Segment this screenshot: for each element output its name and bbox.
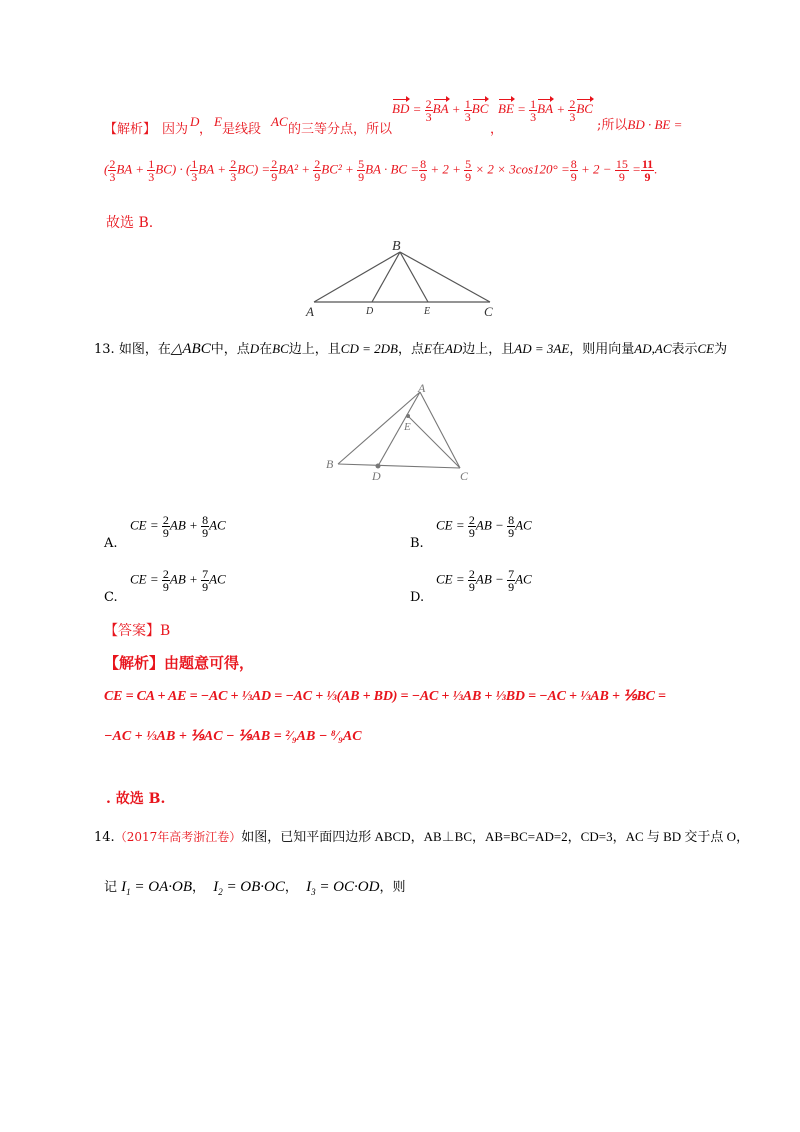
label-e: E (424, 306, 431, 317)
vec-be: BE (498, 101, 514, 117)
label-e: E (404, 421, 411, 433)
conclusion-13: . 故选 B. (106, 791, 166, 807)
i3-term: $I_3 = OC\cdot OD$ (306, 879, 380, 897)
answer-value: B (160, 623, 171, 639)
segment-ad-line (378, 392, 420, 466)
segment-bc-line (338, 464, 460, 468)
sep: ， (199, 122, 213, 137)
question-number: 13. (94, 342, 115, 357)
answer-tag: 【答案】 (104, 623, 160, 639)
analysis-tag: 【解析】 (104, 122, 157, 137)
label-d: D (366, 306, 374, 317)
label-a: A (418, 382, 426, 395)
vector-be-formula: BE = $\frac{1}{3}$ BA + $\frac{2}{3}$ BC (498, 97, 593, 124)
vec-bd: BD (392, 101, 410, 117)
comma: ， (490, 122, 504, 137)
answer-13 (104, 620, 170, 640)
segment-ab-line (314, 252, 400, 302)
point-e-dot (406, 414, 410, 418)
question-14: 14.（2017年高考浙江卷）如图，已知平面四边形 ABCD，AB⊥BC，AB=BC=AD=2，CD=3，AC 与 BD 交于点 O， (94, 829, 750, 845)
segment-ec-line (408, 416, 460, 468)
label-c: C (484, 304, 493, 318)
triangle-abc: △ABC (170, 341, 211, 357)
i1-term: $I_1 = OA\cdot OB$ (121, 879, 193, 897)
analysis-text-b: 是线段 (222, 122, 262, 137)
analysis-13-head: 【解析】由题意可得， (104, 654, 255, 672)
label-b: B (392, 239, 401, 254)
analysis-text-c: 的三等分点，所以 (288, 122, 393, 137)
analysis-text-a: 因为 (162, 122, 189, 137)
label-d: D (372, 469, 381, 483)
point-d-dot (376, 464, 381, 469)
label-b: B (326, 457, 334, 471)
triangle-figure-2 (318, 382, 488, 486)
question-13: 13. 如图，在△ABC中，点D在BC边上，且CD = 2DB，点E在AD边上，且AD = 3AE，则用向量AD,AC表示CE为 (94, 341, 728, 357)
vector-bd-formula: BD = $\frac{2}{3}$ BA + $\frac{1}{3}$ BC (392, 97, 489, 124)
label-c: C (460, 469, 469, 483)
question-14-line2: 记 $I_1 = OA\cdot OB$， $I_2 = OB\cdot OC$， $I_3 = OC\cdot OD$，则 (104, 879, 406, 897)
point-e: E (214, 114, 222, 129)
point-d: D (190, 114, 200, 129)
i2-term: $I_2 = OB\cdot OC$ (213, 879, 285, 897)
analysis-13-line1: CE = CA + AE = −AC + ⅓AD = −AC + ⅓(AB + BD) = −AC + ⅓AB + ⅓BD = −AC + ⅓AB + ⅑BC = (104, 689, 666, 704)
label-a: A (306, 304, 314, 318)
conclusion-12: 故选 B. (106, 215, 154, 231)
analysis12-line2: ( $\frac{2}{3}$ BA + $\frac{1}{3}$ BC) · ( $\frac{1}{3}$ BA + $\frac{2}{3}$ BC) = $\frac{2}{9}$ BA² + $\frac{2}{9}$ BC² + $\frac{5}{9}$ BA · BC = $\frac{8}{9}$ + 2 + $\frac{5}{9}$ × 2 × 3cos120° = $\frac{8}{9}$ + 2 − $\frac{15}{9}$ = $\frac{11}{9}$ . (104, 157, 658, 184)
question-number: 14. (94, 830, 115, 845)
triangle-figure-1 (304, 236, 504, 318)
segment-ac: AC (271, 114, 288, 129)
analysis-13-line2: −AC + ⅓AB + ⅑AC − ⅑AB = ²⁄₉AB − ⁸⁄₉AC (104, 729, 362, 744)
question-source: （2017年高考浙江卷） (114, 830, 242, 844)
segment-ac-line (420, 392, 460, 468)
so-text: ;所以BD · BE = (597, 117, 683, 133)
